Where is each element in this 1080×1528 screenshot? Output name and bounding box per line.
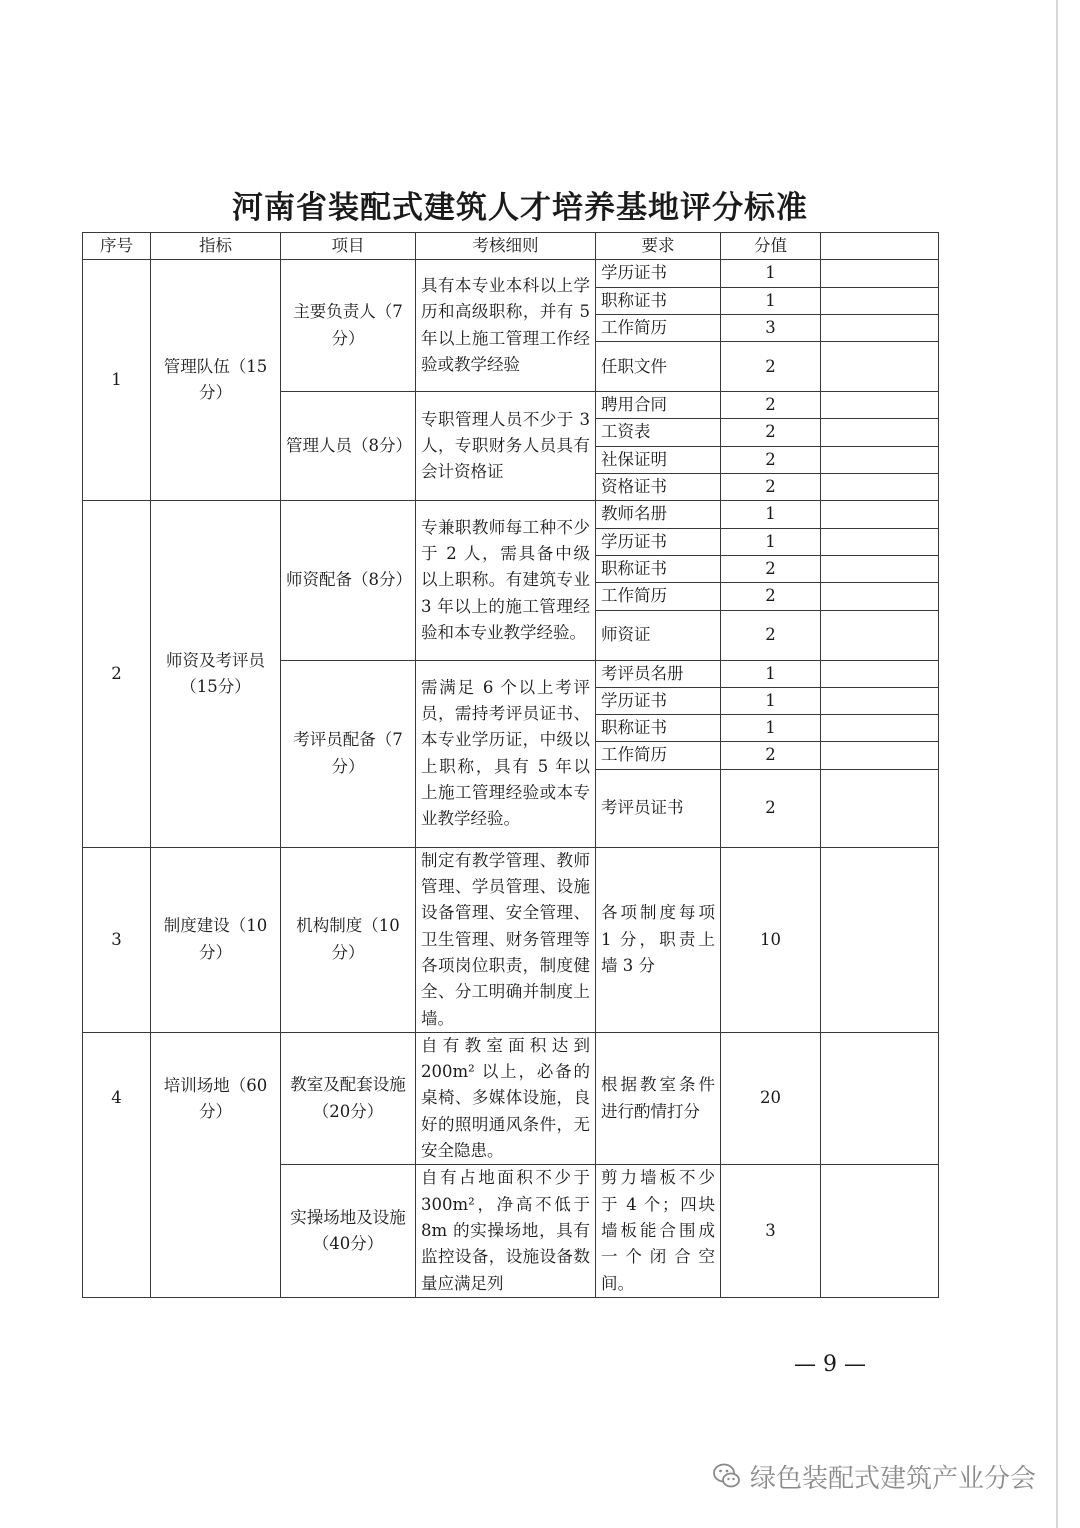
requirement-cell: 工作简历	[596, 314, 721, 341]
section-no: 1	[83, 260, 151, 501]
requirement-cell: 剪力墙板不少于 4 个；四块墙板能合围成一个闭合空间。	[596, 1165, 721, 1297]
table-row	[83, 260, 939, 287]
score-cell: 2	[721, 392, 821, 419]
item-name: 考评员配备（7分）	[281, 660, 416, 847]
item-name: 师资配备（8分）	[281, 501, 416, 660]
score-cell: 2	[721, 555, 821, 582]
section-indicator: 制度建设（10分）	[151, 847, 281, 1032]
item-detail: 具有本专业本科以上学历和高级职称，并有 5 年以上施工管理工作经验或教学经验	[416, 260, 596, 392]
item-name: 机构制度（10分）	[281, 847, 416, 1032]
item-name: 实操场地及设施（40分）	[281, 1165, 416, 1297]
table-row	[83, 847, 939, 1032]
blank-cell	[821, 446, 939, 473]
requirement-cell: 学历证书	[596, 260, 721, 287]
blank-cell	[821, 287, 939, 314]
section-no: 3	[83, 847, 151, 1032]
requirement-cell: 任职文件	[596, 342, 721, 392]
score-cell: 1	[721, 660, 821, 687]
table-row	[83, 501, 939, 528]
requirement-cell: 根据教室条件进行酌情打分	[596, 1032, 721, 1164]
score-cell: 1	[721, 501, 821, 528]
scoring-table	[82, 232, 939, 1298]
blank-cell	[821, 555, 939, 582]
requirement-cell: 学历证书	[596, 528, 721, 555]
item-detail: 专职管理人员不少于 3 人，专职财务人员具有会计资格证	[416, 392, 596, 501]
score-cell: 2	[721, 742, 821, 769]
score-cell: 20	[721, 1032, 821, 1164]
blank-cell	[821, 660, 939, 687]
section-indicator: 师资及考评员（15分）	[151, 501, 281, 847]
requirement-cell: 聘用合同	[596, 392, 721, 419]
header-indicator: 指标	[151, 233, 281, 260]
requirement-cell: 职称证书	[596, 555, 721, 582]
page-edge	[1056, 0, 1058, 1528]
requirement-cell: 工作简历	[596, 742, 721, 769]
section-indicator: 培训场地（60分）	[151, 1032, 281, 1297]
score-cell: 10	[721, 847, 821, 1032]
watermark-text: 绿色装配式建筑产业分会	[750, 1463, 1037, 1494]
blank-cell	[821, 742, 939, 769]
blank-cell	[821, 392, 939, 419]
header-item: 项目	[281, 233, 416, 260]
header-requirement: 要求	[596, 233, 721, 260]
blank-cell	[821, 528, 939, 555]
wechat-icon	[712, 1461, 742, 1491]
section-indicator: 管理队伍（15分）	[151, 260, 281, 501]
score-cell: 2	[721, 342, 821, 392]
requirement-cell: 考评员名册	[596, 660, 721, 687]
blank-cell	[821, 1165, 939, 1297]
item-detail: 制定有教学管理、教师管理、学员管理、设施设备管理、安全管理、卫生管理、财务管理等各项岗位职责，制度健全、分工明确并制度上墙。	[416, 847, 596, 1032]
requirement-cell: 工作简历	[596, 583, 721, 610]
score-cell: 2	[721, 419, 821, 446]
section-no: 4	[83, 1032, 151, 1297]
header-score: 分值	[721, 233, 821, 260]
item-name: 教室及配套设施（20分）	[281, 1032, 416, 1164]
item-name: 管理人员（8分）	[281, 392, 416, 501]
score-cell: 1	[721, 715, 821, 742]
requirement-cell: 各项制度每项 1 分，职责上墙 3 分	[596, 847, 721, 1032]
blank-cell	[821, 1032, 939, 1164]
header-extra	[821, 233, 939, 260]
requirement-cell: 资格证书	[596, 474, 721, 501]
header-detail: 考核细则	[416, 233, 596, 260]
item-detail: 专兼职教师每工种不少于 2 人，需具备中级以上职称。有建筑专业 3 年以上的施工管理经验和本专业教学经验。	[416, 501, 596, 660]
blank-cell	[821, 715, 939, 742]
blank-cell	[821, 419, 939, 446]
requirement-cell: 社保证明	[596, 446, 721, 473]
score-cell: 2	[721, 474, 821, 501]
page-number: — 9 —	[794, 1352, 866, 1377]
blank-cell	[821, 342, 939, 392]
blank-cell	[821, 501, 939, 528]
blank-cell	[821, 769, 939, 847]
table-row	[83, 1032, 939, 1164]
blank-cell	[821, 847, 939, 1032]
header-no: 序号	[83, 233, 151, 260]
score-cell: 2	[721, 610, 821, 660]
requirement-cell: 考评员证书	[596, 769, 721, 847]
header-row	[83, 233, 939, 260]
blank-cell	[821, 260, 939, 287]
score-cell: 2	[721, 446, 821, 473]
score-cell: 1	[721, 260, 821, 287]
requirement-cell: 学历证书	[596, 687, 721, 714]
score-cell: 1	[721, 687, 821, 714]
blank-cell	[821, 314, 939, 341]
item-detail: 自有占地面积不少于 300m²，净高不低于 8m 的实操场地，具有监控设备，设施设备数量应满足列	[416, 1165, 596, 1297]
blank-cell	[821, 583, 939, 610]
score-cell: 2	[721, 583, 821, 610]
page-title: 河南省装配式建筑人才培养基地评分标准	[232, 190, 808, 226]
watermark	[712, 1456, 1036, 1496]
score-cell: 3	[721, 1165, 821, 1297]
item-detail: 需满足 6 个以上考评员，需持考评员证书、本专业学历证，中级以上职称，具有 5 年以上施工管理经验或本专业教学经验。	[416, 660, 596, 847]
requirement-cell: 职称证书	[596, 287, 721, 314]
score-cell: 3	[721, 314, 821, 341]
blank-cell	[821, 474, 939, 501]
blank-cell	[821, 687, 939, 714]
score-cell: 1	[721, 287, 821, 314]
requirement-cell: 职称证书	[596, 715, 721, 742]
score-cell: 1	[721, 528, 821, 555]
item-detail: 自有教室面积达到 200m² 以上，必备的桌椅、多媒体设施，良好的照明通风条件，无安全隐患。	[416, 1032, 596, 1164]
section-no: 2	[83, 501, 151, 847]
score-cell: 2	[721, 769, 821, 847]
requirement-cell: 工资表	[596, 419, 721, 446]
requirement-cell: 教师名册	[596, 501, 721, 528]
blank-cell	[821, 610, 939, 660]
item-name: 主要负责人（7分）	[281, 260, 416, 392]
requirement-cell: 师资证	[596, 610, 721, 660]
